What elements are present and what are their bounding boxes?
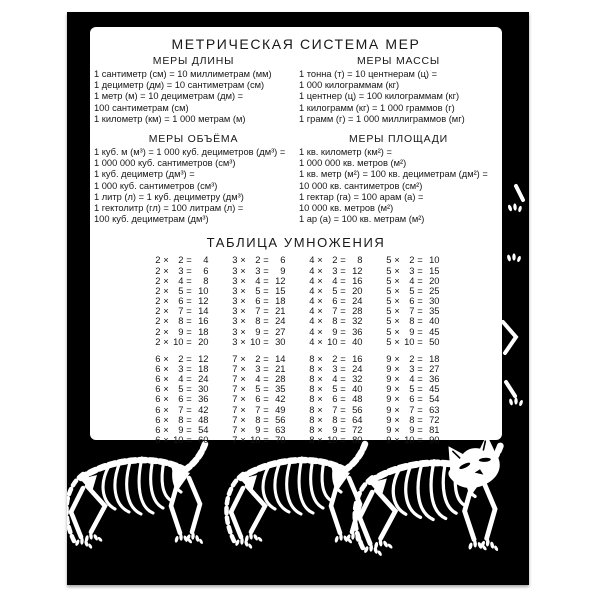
measure-line: 100 сантиметрам (см) [94,102,189,113]
measure-line: 1 000 000 куб. сантиметров (см³) [94,158,236,169]
measure-sections-row-1 [90,52,502,125]
multiplication-equation: 3 × 7 = 21 [232,305,286,317]
multiplication-equation: 7 × 9 = 63 [232,423,286,435]
section-heading: МЕРЫ ДЛИНЫ [152,55,235,67]
multiplication-equation: 2 × 5 = 10 [155,284,209,296]
measure-line: 1 куб. м (м³) = 1 000 куб. дециметров (дм³) = [94,147,286,158]
multiplication-equation: 7 × 5 = 35 [232,383,286,395]
multiplication-equation: 8 × 8 = 64 [309,413,363,425]
multiplication-equation: 4 × 10 = 40 [309,335,363,347]
measure-lines [94,69,293,125]
multiplication-equation: 7 × 2 = 14 [232,352,286,364]
multiplication-block-2 [90,354,502,445]
measure-line: 1 ар (а) = 100 кв. метрам (м²) [299,214,425,225]
multiplication-equation: 6 × 5 = 30 [155,383,209,395]
section-area [299,125,498,225]
bone-fragments-right-edge [500,150,530,445]
multiplication-equation: 7 × 3 = 21 [232,363,286,374]
measure-lines [94,147,293,225]
measure-line: 1 кв. метр (м²) = 100 кв. дециметрам (дм²) = [299,169,488,180]
measure-line: 1 грамм (г) = 1 000 миллиграммов (мг) [299,113,465,124]
multiplication-column [307,354,363,445]
measure-line: 100 куб. дециметрам (дм³) [94,214,209,225]
measure-line: 1 куб. дециметр (дм³) = [94,169,195,180]
measure-line: 1 сантиметр (см) = 10 миллиметрам (мм) [94,69,272,79]
multiplication-equation: 5 × 8 = 40 [386,315,440,327]
multiplication-equation: 9 × 5 = 45 [386,383,440,395]
section-volume [94,125,293,225]
measure-line: 1 000 куб. сантиметров (см³) [94,180,218,191]
multiplication-equation: 6 × 9 = 54 [155,423,209,435]
multiplication-column [384,255,440,346]
multiplication-equation: 3 × 3 = 9 [232,264,286,276]
multiplication-equation: 2 × 7 = 14 [155,305,209,317]
multiplication-equation: 2 × 8 = 16 [155,315,209,327]
measure-line: 10 000 кв. сантиметров (см²) [299,180,423,191]
measure-line: 1 килограмм (кг) = 1 000 граммов (г) [299,102,455,113]
multiplication-equation: 7 × 8 = 56 [232,413,286,425]
section-mass [299,52,498,125]
measure-line: 1 тонна (т) = 10 центнерам (ц) = [299,69,438,79]
multiplication-equation: 8 × 10 = 80 [309,434,363,446]
multiplication-equation: 6 × 3 = 18 [155,363,209,374]
skeleton-cat-left [67,444,205,550]
multiplication-equation: 7 × 7 = 49 [232,403,286,415]
multiplication-equation: 3 × 10 = 30 [232,335,286,347]
multiplication-equation: 2 × 4 = 8 [155,274,209,286]
measure-line: 1 дециметр (дм) = 10 сантиметрам (см) [94,80,265,91]
multiplication-equation: 8 × 4 = 32 [309,373,363,385]
section-heading: МЕРЫ ОБЪЁМА [148,133,239,146]
multiplication-equation: 5 × 7 = 35 [386,305,440,317]
skeleton-cat-middle [226,444,365,550]
multiplication-title: ТАБЛИЦА УМНОЖЕНИЯ [206,235,386,251]
multiplication-equation: 4 × 8 = 32 [309,315,363,327]
measure-lines [299,69,498,125]
multiplication-equation: 9 × 2 = 18 [386,352,440,364]
multiplication-equation: 9 × 6 = 54 [386,393,440,405]
section-heading: МЕРЫ МАССЫ [357,55,440,67]
multiplication-block-1 [90,255,502,346]
section-length [94,52,293,125]
multiplication-column [230,354,286,445]
multiplication-equation: 9 × 9 = 81 [386,423,440,435]
multiplication-equation: 2 × 6 = 12 [155,295,209,307]
multiplication-equation: 4 × 3 = 12 [309,264,363,276]
multiplication-equation: 3 × 4 = 12 [232,274,286,286]
multiplication-equation: 8 × 2 = 16 [309,352,363,364]
multiplication-column [230,255,286,346]
multiplication-equation: 9 × 3 = 27 [386,363,440,374]
multiplication-column [307,255,363,346]
multiplication-equation: 7 × 4 = 28 [232,373,286,385]
multiplication-equation: 6 × 8 = 48 [155,413,209,425]
multiplication-equation: 4 × 2 = 8 [309,254,363,266]
multiplication-equation: 9 × 10 = 90 [386,434,440,446]
multiplication-equation: 7 × 6 = 42 [232,393,286,405]
multiplication-equation: 5 × 2 = 10 [386,254,440,266]
multiplication-equation: 9 × 4 = 36 [386,373,440,385]
multiplication-equation: 2 × 3 = 6 [155,264,209,276]
multiplication-column [384,354,440,445]
multiplication-equation: 5 × 10 = 50 [386,335,440,347]
multiplication-equation: 4 × 9 = 36 [309,325,363,337]
multiplication-equation: 5 × 4 = 20 [386,274,440,286]
multiplication-equation: 8 × 6 = 48 [309,393,363,405]
multiplication-equation: 4 × 6 = 24 [309,295,363,307]
measure-line: 1 метр (м) = 10 дециметрам (дм) = [94,91,244,102]
multiplication-equation: 6 × 10 = 60 [155,434,209,446]
measure-line: 1 000 000 кв. метров (м²) [299,158,407,169]
measure-line: 1 гектолитр (гл) = 100 литрам (л) = [94,203,244,214]
measure-sections-row-2 [90,125,502,225]
skeleton-cat-right-with-head [355,433,504,557]
multiplication-equation: 6 × 7 = 42 [155,403,209,415]
multiplication-equation: 9 × 7 = 63 [386,403,440,415]
multiplication-equation: 4 × 4 = 16 [309,274,363,286]
multiplication-equation: 8 × 9 = 72 [309,423,363,435]
multiplication-equation: 7 × 10 = 70 [232,434,286,446]
multiplication-equation: 3 × 9 = 27 [232,325,286,337]
measure-line: 1 кв. километр (км²) = [299,147,392,158]
page-title: МЕТРИЧЕСКАЯ СИСТЕМА МЕР [171,36,421,52]
section-heading: МЕРЫ ПЛОЩАДИ [348,133,449,146]
measure-line: 1 километр (км) = 1 000 метрам (м) [94,113,246,124]
multiplication-equation: 6 × 4 = 24 [155,373,209,385]
multiplication-equation: 8 × 3 = 24 [309,363,363,374]
multiplication-equation: 4 × 5 = 20 [309,284,363,296]
measure-line: 1 литр (л) = 1 куб. дециметру (дм³) [94,191,244,202]
multiplication-equation: 5 × 9 = 45 [386,325,440,337]
multiplication-equation: 2 × 2 = 4 [155,254,209,266]
multiplication-equation: 5 × 5 = 25 [386,284,440,296]
measure-line: 10 000 кв. метров (м²) [299,203,394,214]
multiplication-equation: 3 × 8 = 24 [232,315,286,327]
multiplication-equation: 5 × 3 = 15 [386,264,440,276]
measure-line: 1 центнер (ц) = 100 килограммам (кг) [299,91,460,102]
multiplication-column [153,255,209,346]
measure-lines [299,147,498,225]
multiplication-equation: 2 × 9 = 18 [155,325,209,337]
measure-line: 1 000 килограммам (кг) [299,80,400,91]
poster-card [90,27,502,446]
multiplication-equation: 8 × 7 = 56 [309,403,363,415]
multiplication-equation: 8 × 5 = 40 [309,383,363,395]
multiplication-equation: 2 × 10 = 20 [155,335,209,347]
multiplication-equation: 6 × 2 = 12 [155,352,209,364]
multiplication-equation: 3 × 6 = 18 [232,295,286,307]
multiplication-equation: 3 × 2 = 6 [232,254,286,266]
measure-line: 1 гектар (га) = 100 арам (а) = [299,191,424,202]
multiplication-equation: 4 × 7 = 28 [309,305,363,317]
multiplication-equation: 3 × 5 = 15 [232,284,286,296]
multiplication-equation: 6 × 6 = 36 [155,393,209,405]
multiplication-equation: 5 × 6 = 30 [386,295,440,307]
multiplication-equation: 9 × 8 = 72 [386,413,440,425]
multiplication-column [153,354,209,445]
